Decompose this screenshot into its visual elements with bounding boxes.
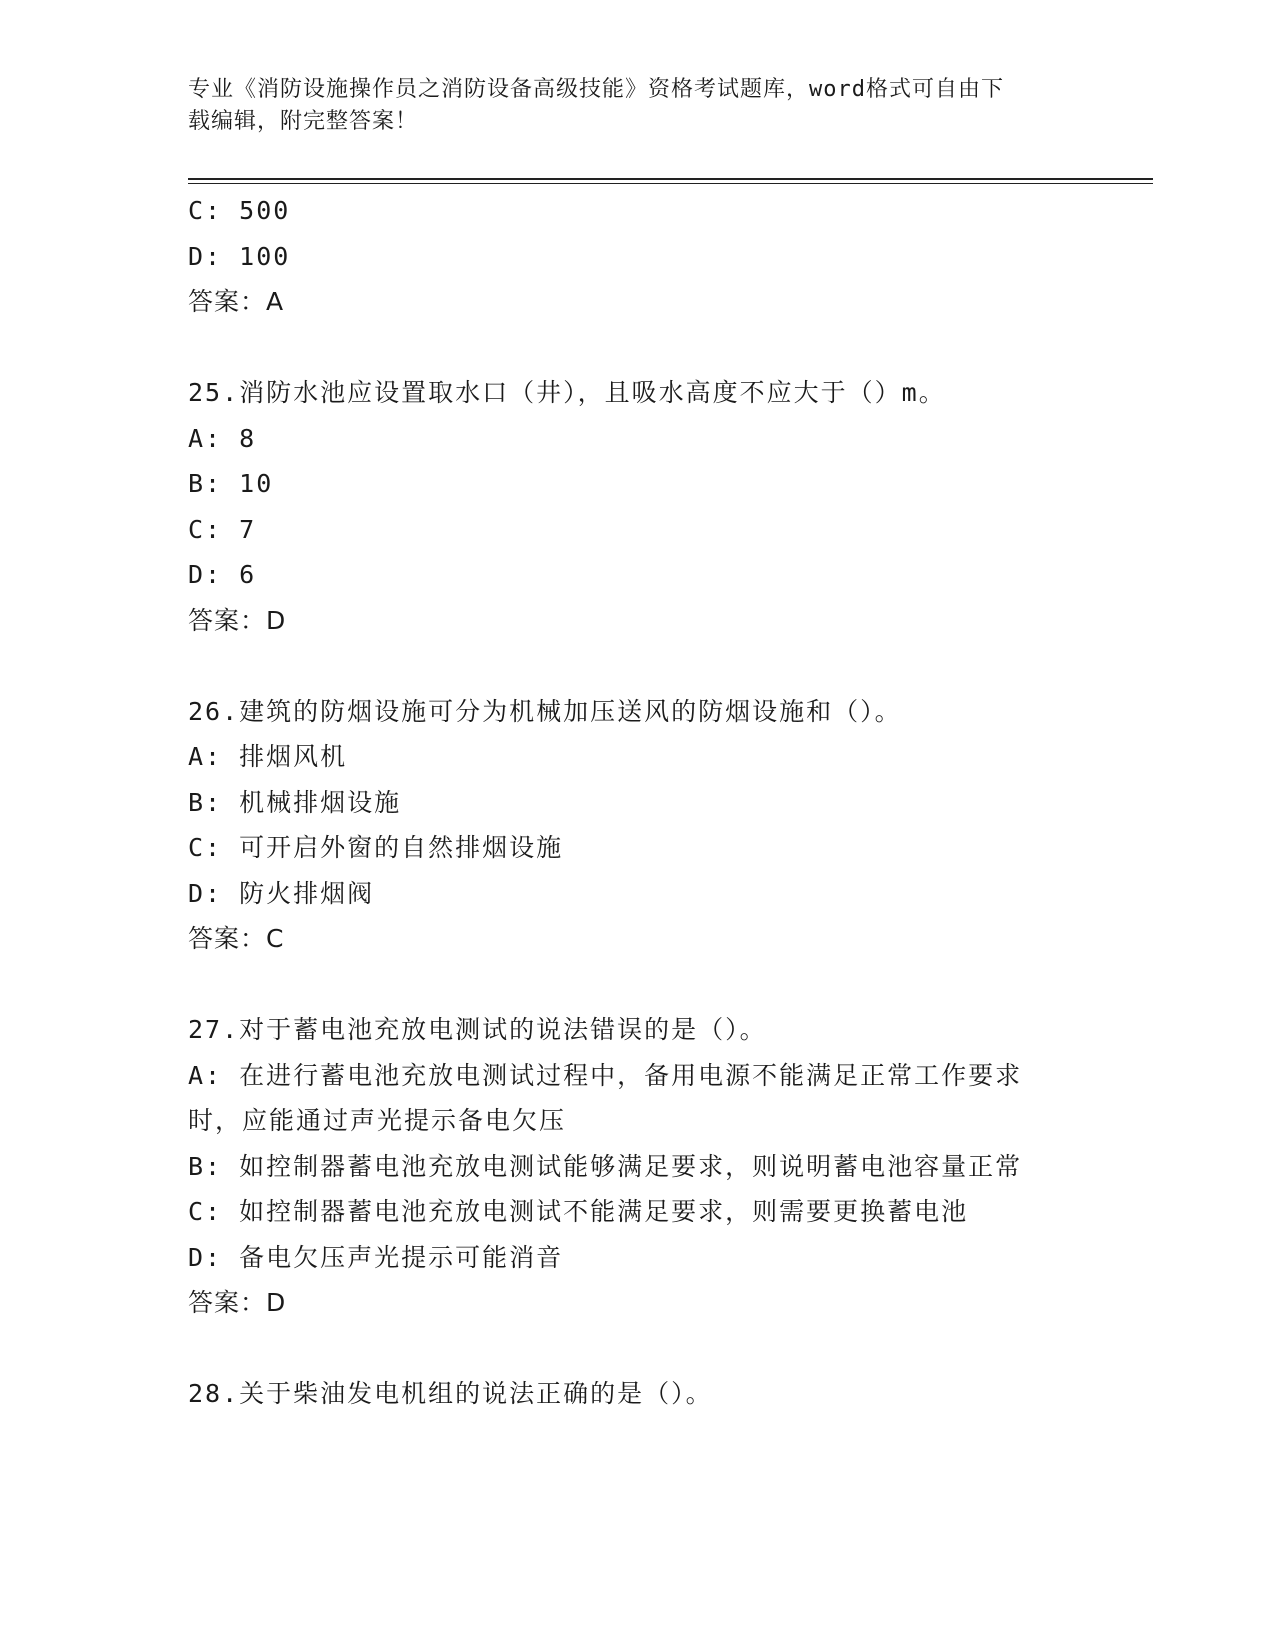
spacer — [188, 962, 1088, 1008]
option-d: D: 6 — [188, 560, 257, 589]
option-a-continued: 时，应能通过声光提示备电欠压 — [188, 1106, 567, 1135]
question-25 — [188, 370, 1088, 643]
option-a: A: 8 — [188, 423, 257, 453]
answer-line: 答案：C — [188, 924, 285, 953]
question-list — [188, 188, 1088, 1417]
spacer — [188, 643, 1088, 689]
option-a: A: 在进行蓄电池充放电测试过程中，备用电源不能满足正常工作要求 — [188, 1060, 1023, 1090]
question-stem: 27.对于蓄电池充放电测试的说法错误的是（）。 — [188, 1015, 767, 1044]
option-d: D: 防火排烟阀 — [188, 878, 375, 908]
answer-line: 答案：A — [188, 287, 285, 316]
option-a: A: 排烟风机 — [188, 742, 348, 771]
option-c: C: 7 — [188, 514, 257, 544]
document-header — [188, 74, 1068, 138]
question-24-partial — [188, 188, 1088, 325]
header-divider-thick — [188, 178, 1153, 180]
option-b: B: 如控制器蓄电池充放电测试能够满足要求，则说明蓄电池容量正常 — [188, 1151, 1023, 1181]
spacer — [188, 1326, 1088, 1372]
option-c: C: 如控制器蓄电池充放电测试不能满足要求，则需要更换蓄电池 — [188, 1197, 969, 1226]
option-c: C: 500 — [188, 196, 291, 225]
option-d: D: 100 — [188, 241, 291, 271]
header-line-1: 专业《消防设施操作员之消防设备高级技能》资格考试题库，word格式可自由下 — [188, 77, 1004, 102]
header-line-2: 载编辑，附完整答案！ — [188, 109, 419, 134]
option-d: D: 备电欠压声光提示可能消音 — [188, 1242, 564, 1272]
option-c: C: 可开启外窗的自然排烟设施 — [188, 833, 564, 862]
question-stem: 25.消防水池应设置取水口（井），且吸水高度不应大于（）m。 — [188, 378, 946, 407]
header-divider-thin — [188, 183, 1153, 184]
question-26 — [188, 689, 1088, 962]
option-b: B: 10 — [188, 469, 274, 498]
answer-line: 答案：D — [188, 605, 287, 635]
spacer — [188, 325, 1088, 371]
question-28 — [188, 1371, 1088, 1417]
question-stem: 28.关于柴油发电机组的说法正确的是（）。 — [188, 1379, 713, 1408]
option-b: B: 机械排烟设施 — [188, 787, 402, 817]
answer-line: 答案：D — [188, 1288, 287, 1317]
question-stem: 26.建筑的防烟设施可分为机械加压送风的防烟设施和（）。 — [188, 696, 902, 726]
question-27 — [188, 1007, 1088, 1326]
